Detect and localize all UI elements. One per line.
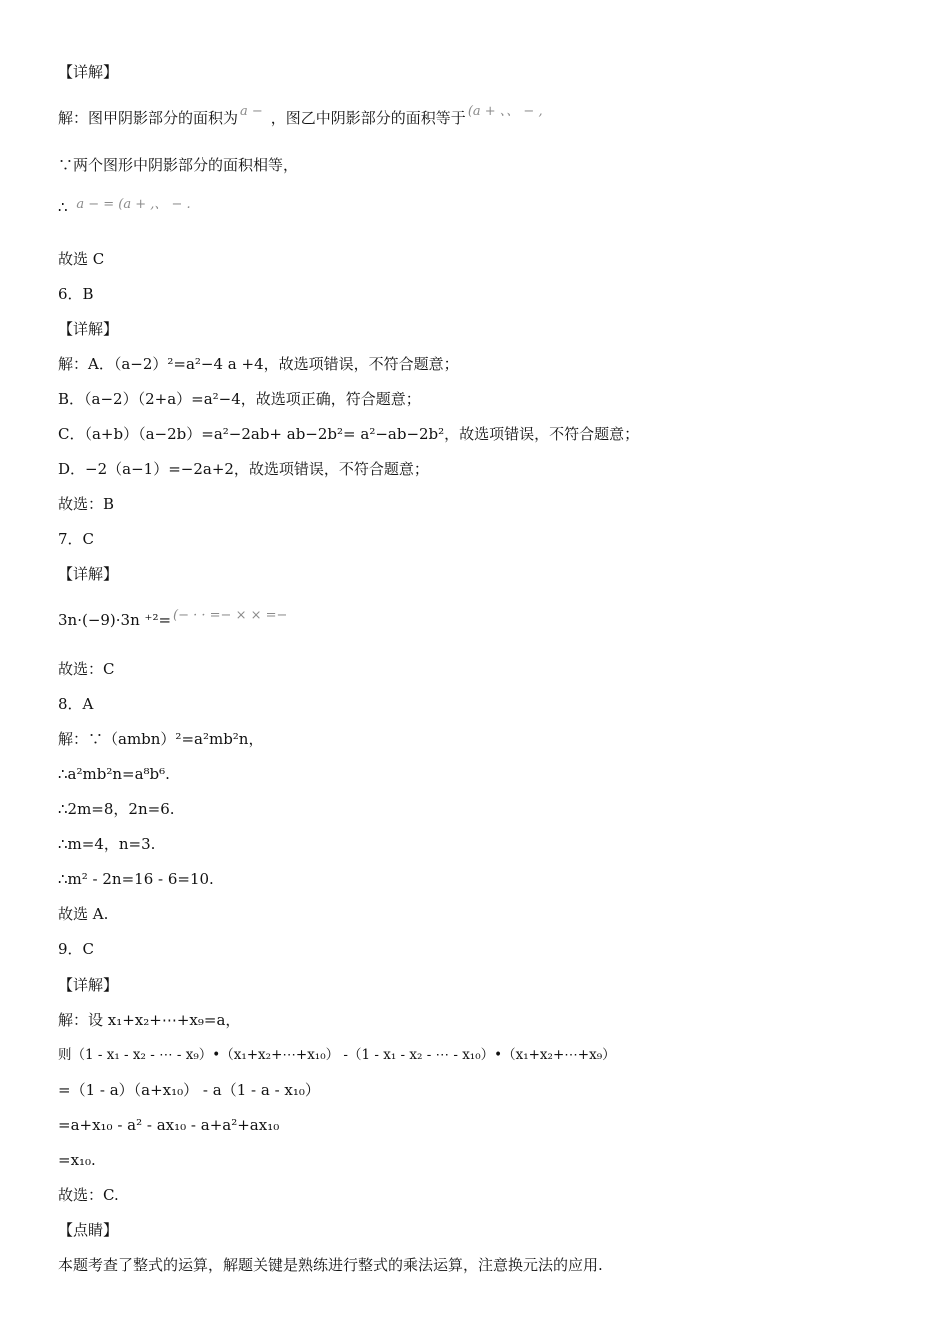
option-a-line: 解：A．（a−2）²=a²−4 a +4，故选项错误，不符合题意； <box>58 355 459 373</box>
solution-9-line-3: =（1 - a）（a+x₁₀） - a（1 - a - x₁₀） <box>58 1081 320 1099</box>
solution-line-area <box>58 104 543 128</box>
heading-detail-4: 【详解】 <box>58 976 119 994</box>
question-7-answer: 7．C <box>58 530 95 548</box>
solution-8-line-3: ∴2m=8，2n=6. <box>58 800 175 818</box>
solution-8-line-5: ∴m² - 2n=16 - 6=10. <box>58 870 214 888</box>
option-b-line: B．（a−2）（2+a）=a²−4，故选项正确，符合题意； <box>58 390 421 408</box>
heading-detail-2: 【详解】 <box>58 320 119 338</box>
formula-fragment-d: (− · · =− × × =− <box>173 608 288 623</box>
solution-9-line-2: 则（1 - x₁ - x₂ - ⋯ - x₉）•（x₁+x₂+⋯+x₁₀） -（1 - x₁ - x₂ - ⋯ - x₁₀）•（x₁+x₂+⋯+x₉） <box>58 1047 616 1063</box>
heading-detail-3: 【详解】 <box>58 565 119 583</box>
solution-9-line-1: 解：设 x₁+x₂+⋯+x₉=a， <box>58 1011 241 1029</box>
formula-fragment-a: a − <box>240 104 263 119</box>
solution-9-line-5: =x₁₀. <box>58 1151 96 1169</box>
answer-line-8: 故选 A. <box>58 905 109 923</box>
solution-8-line-1: 解：∵（ambn）²=a²mb²n， <box>58 730 264 748</box>
text-area-second: ，图乙中阴影部分的面积等于 <box>270 109 466 127</box>
comment-text: 本题考查了整式的运算，解题关键是熟练进行整式的乘法运算，注意换元法的应用. <box>58 1256 603 1274</box>
solution-9-line-4: =a+x₁₀ - a² - ax₁₀ - a+a²+ax₁₀ <box>58 1116 280 1134</box>
therefore-equation-line <box>58 197 191 217</box>
question-9-answer: 9．C <box>58 940 95 958</box>
solution-8-line-2: ∴a²mb²n=a⁸b⁶. <box>58 765 170 783</box>
answer-line-5: 故选 C <box>58 250 105 268</box>
therefore-symbol: ∴ <box>58 198 68 216</box>
solution-8-line-4: ∴m=4，n=3. <box>58 835 156 853</box>
formula-fragment-c: a − = (a + ,、 − . <box>76 197 191 212</box>
question-6-answer: 6．B <box>58 285 94 303</box>
equation-line-7 <box>58 610 287 630</box>
option-c-line: C．（a+b）（a−2b）=a²−2ab+ ab−2b²= a²−ab−2b²，故选项错误，不符合题意； <box>58 425 640 443</box>
text-area-intro: 解：图甲阴影部分的面积为 <box>58 109 239 127</box>
equation-7-left: 3n·(−9)·3n ⁺²= <box>58 611 172 629</box>
question-8-answer: 8．A <box>58 695 94 713</box>
because-line: ∵两个图形中阴影部分的面积相等， <box>58 156 299 174</box>
formula-fragment-b: (a + 、、 − , <box>467 104 543 119</box>
heading-detail-1: 【详解】 <box>58 63 119 81</box>
answer-line-9: 故选：C. <box>58 1186 119 1204</box>
heading-comment: 【点睛】 <box>58 1221 119 1239</box>
option-d-line: D．−2（a−1）=−2a+2，故选项错误，不符合题意； <box>58 460 429 478</box>
answer-line-7: 故选：C <box>58 660 115 678</box>
answer-line-6: 故选：B <box>58 495 115 513</box>
